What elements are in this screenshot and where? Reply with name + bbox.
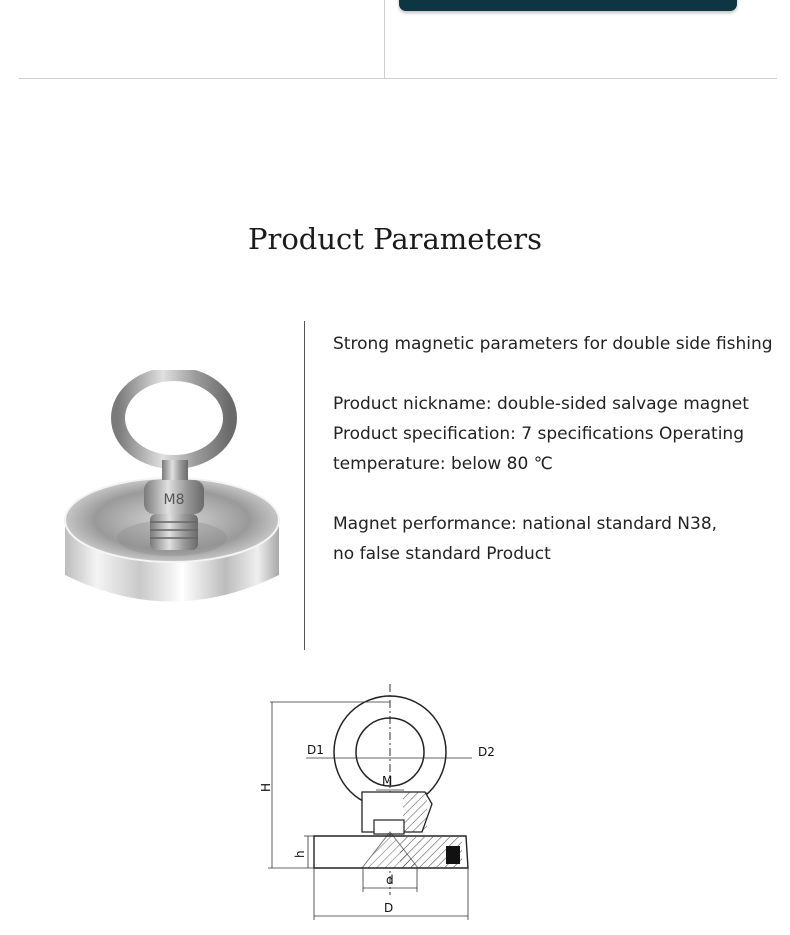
param-line: Magnet performance: national standard N38, — [333, 514, 718, 534]
label-d2: D2 — [478, 745, 495, 759]
param-line: temperature: below 80 ℃ — [333, 454, 553, 474]
label-h-lower: h — [293, 850, 307, 858]
label-d1: D1 — [307, 743, 324, 757]
dimension-diagram — [250, 680, 510, 925]
param-line: Product specification: 7 specifications Operating — [333, 424, 744, 444]
top-dark-button[interactable] — [399, 0, 737, 11]
param-line: Product nickname: double-sided salvage magnet — [333, 394, 749, 414]
param-line: Strong magnetic parameters for double side fishing — [333, 334, 773, 354]
label-d-big: D — [384, 901, 394, 915]
bolt-marking: M8 — [163, 492, 185, 508]
content-divider — [304, 321, 305, 650]
label-d-small: d — [386, 873, 394, 887]
top-divider-vertical — [384, 0, 385, 78]
product-photo — [55, 370, 290, 620]
parameters-text — [333, 329, 790, 569]
param-line: no false standard Product — [333, 544, 551, 564]
label-h-upper: H — [259, 782, 273, 792]
label-m: M — [382, 774, 393, 788]
top-divider-horizontal — [19, 78, 777, 79]
section-title: Product Parameters — [247, 222, 543, 256]
